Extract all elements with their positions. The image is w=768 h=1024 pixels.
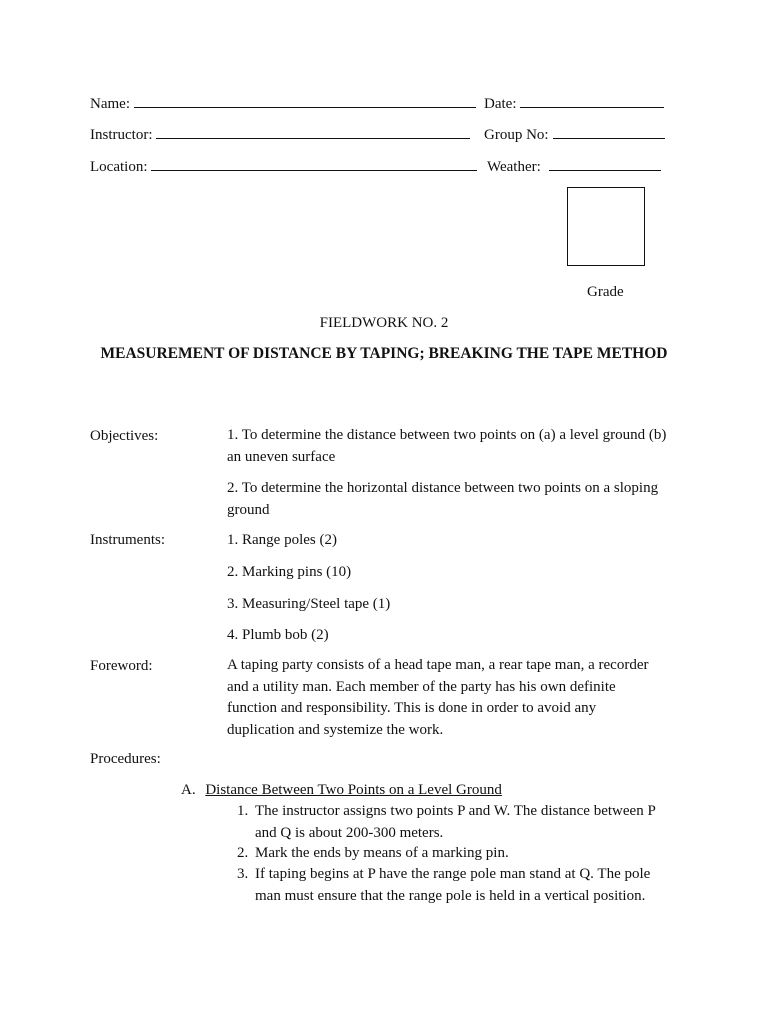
step-text: If taping begins at P have the range pole man stand at Q. The pole man must ensure that the range pole is held in a vertical position. bbox=[255, 866, 651, 904]
location-row bbox=[90, 157, 477, 177]
location-field[interactable] bbox=[151, 157, 477, 171]
instructor-label: Instructor: bbox=[90, 127, 153, 143]
instrument-item: 1. Range poles (2) bbox=[227, 532, 337, 548]
weather-row bbox=[487, 157, 661, 177]
date-label: Date: bbox=[484, 96, 517, 112]
date-field[interactable] bbox=[520, 94, 664, 108]
instructor-row bbox=[90, 125, 470, 145]
group-field[interactable] bbox=[553, 125, 665, 139]
section-a-heading bbox=[181, 780, 502, 800]
foreword-text: A taping party consists of a head tape man, a rear tape man, a recorder and a utility man. Each member of the party has his own definite function and responsibility. This is done in order to avoid any duplication and systemize the work. bbox=[227, 657, 649, 738]
objectives-label: Objectives: bbox=[90, 428, 159, 444]
step-number: 1. bbox=[237, 803, 249, 819]
instrument-item: 3. Measuring/Steel tape (1) bbox=[227, 596, 391, 612]
name-label: Name: bbox=[90, 96, 130, 112]
objective-item: 2. To determine the horizontal distance between two points on a sloping ground bbox=[227, 480, 659, 518]
section-a-letter: A. bbox=[181, 782, 196, 798]
group-label: Group No: bbox=[484, 127, 549, 143]
instruments-label: Instruments: bbox=[90, 532, 165, 548]
foreword-label: Foreword: bbox=[90, 658, 153, 674]
instrument-item: 2. Marking pins (10) bbox=[227, 564, 352, 580]
name-field[interactable] bbox=[134, 94, 476, 108]
instrument-item: 4. Plumb bob (2) bbox=[227, 627, 329, 643]
procedures-label: Procedures: bbox=[90, 751, 161, 767]
objective-item: 1. To determine the distance between two points on (a) a level ground (b) an uneven surface bbox=[227, 427, 667, 465]
fieldwork-number: FIELDWORK NO. 2 bbox=[319, 315, 449, 331]
step-text: Mark the ends by means of a marking pin. bbox=[255, 845, 509, 861]
grade-label: Grade bbox=[587, 284, 624, 300]
step-text: The instructor assigns two points P and W. The distance between P and Q is about 200-300 meters. bbox=[255, 803, 656, 841]
weather-label: Weather: bbox=[487, 159, 541, 175]
date-row bbox=[484, 94, 664, 114]
location-label: Location: bbox=[90, 159, 148, 175]
grade-box[interactable] bbox=[567, 187, 645, 266]
group-row bbox=[484, 125, 665, 145]
step-number: 3. bbox=[237, 866, 249, 882]
step-number: 2. bbox=[237, 845, 249, 861]
name-row bbox=[90, 94, 476, 114]
page-title: MEASUREMENT OF DISTANCE BY TAPING; BREAKING THE TAPE METHOD bbox=[100, 345, 668, 362]
section-a-title: Distance Between Two Points on a Level Ground bbox=[205, 782, 502, 798]
instructor-field[interactable] bbox=[156, 125, 470, 139]
weather-field[interactable] bbox=[549, 157, 661, 171]
